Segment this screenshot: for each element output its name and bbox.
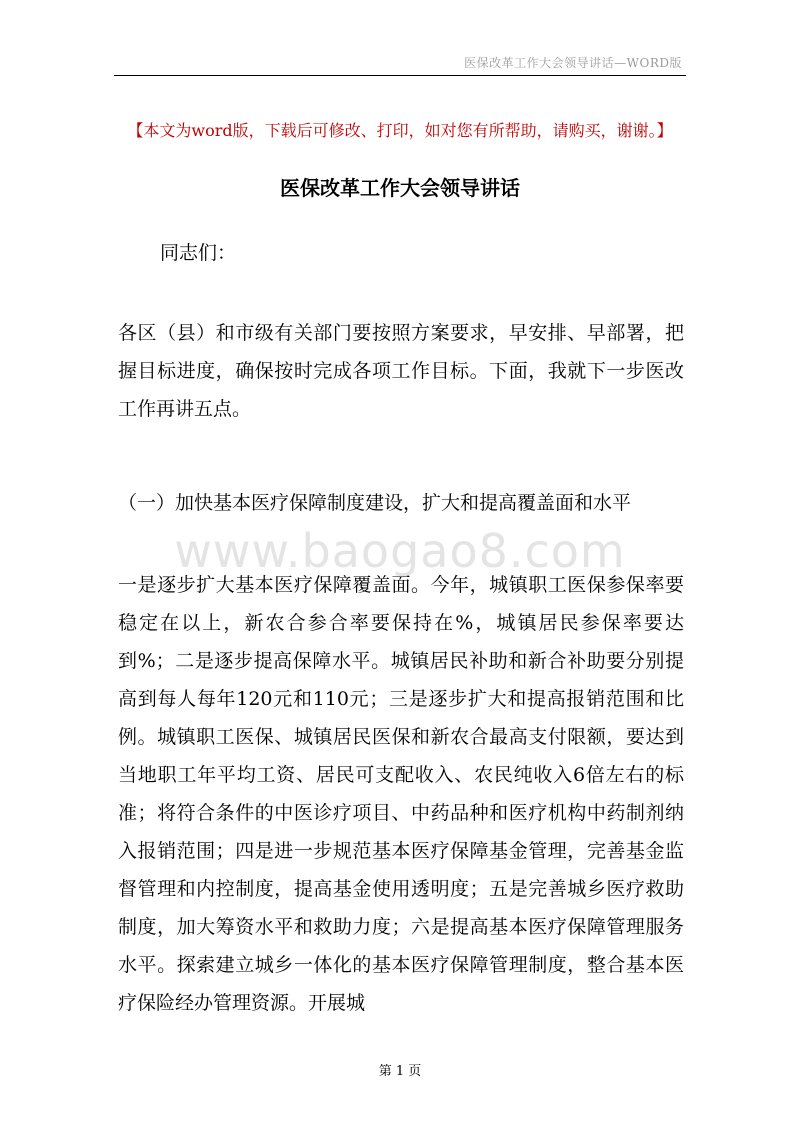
page-header-text: 医保改革工作大会领导讲话—WORD版 [464, 56, 682, 70]
page-number: 第 1 页 [378, 1064, 422, 1079]
paragraph-intro: 各区（县）和市级有关部门要按照方案要求，早安排、早部署，把握目标进度，确保按时完成各项工作目标。下面，我就下一步医改工作再讲五点。 [118, 322, 684, 420]
paragraph-body: 一是逐步扩大基本医疗保障覆盖面。今年，城镇职工医保参保率要稳定在以上，新农合参合率要保持在%，城镇居民参保率要达到%；二是逐步提高保障水平。城镇居民补助和新合补助要分别提高到每人每年120元和110元；三是逐步扩大和提高报销范围和比例。城镇职工医保、城镇居民医保和新农合最高支付限额，要达到当地职工年平均工资、居民可支配收入、农民纯收入6倍左右的标准；将符合条件的中医诊疗项目、中药品种和医疗机构中药制剂纳入报销范围；四是进一步规范基本医疗保障基金管理，完善基金监督管理和内控制度，提高基金使用透明度；五是完善城乡医疗救助制度，加大筹资水平和救助力度；六是提高基本医疗保障管理服务水平。探索建立城乡一体化的基本医疗保障管理制度，整合基本医疗保险经办管理资源。开展城 [118, 574, 684, 1014]
section-heading-1: （一）加快基本医疗保障制度建设，扩大和提高覆盖面和水平 [118, 492, 632, 514]
watermark: www.baogao8.com [174, 524, 626, 578]
header-divider [114, 75, 686, 76]
download-notice: 【本文为word版，下载后可修改、打印，如对您有所帮助，请购买，谢谢。】 [127, 121, 673, 140]
document-title: 医保改革工作大会领导讲话 [280, 176, 520, 200]
salutation: 同志们： [160, 242, 237, 264]
